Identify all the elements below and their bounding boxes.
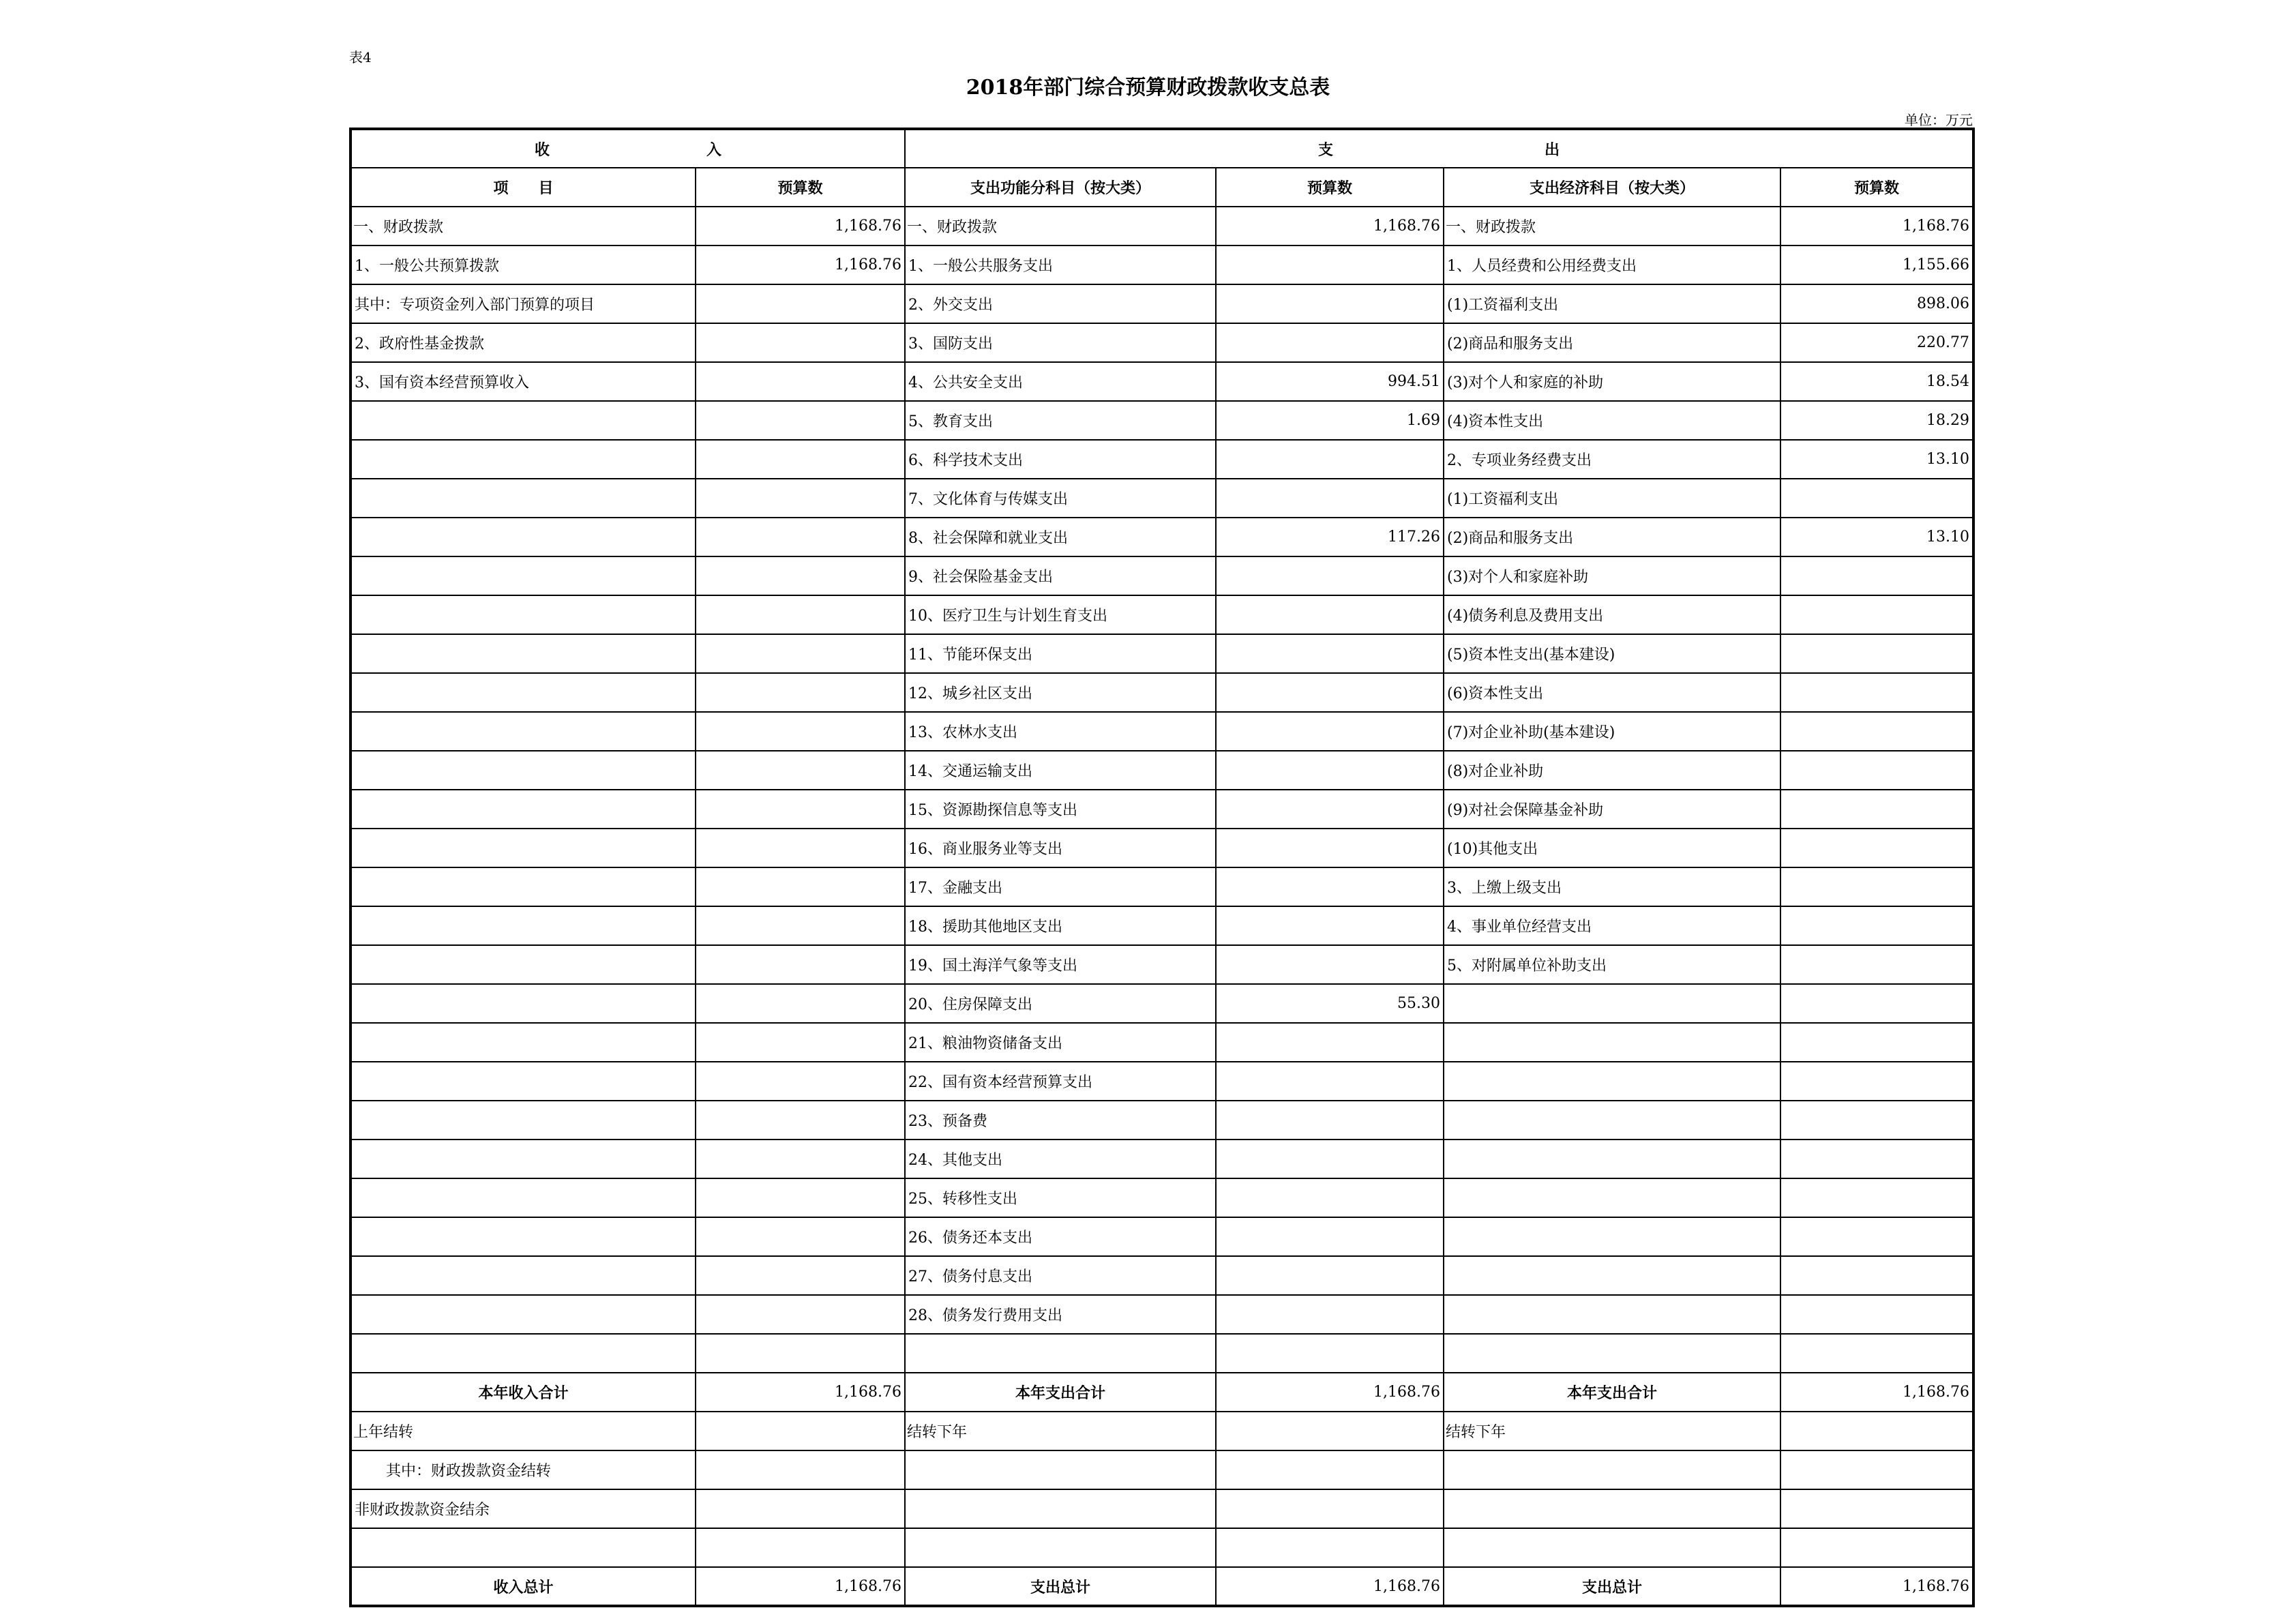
econ-budget-cell <box>1780 867 1973 906</box>
empty-cell <box>1780 1528 1973 1567</box>
income-total-value: 1,168.76 <box>696 1567 905 1606</box>
income-budget-cell: 1,168.76 <box>696 207 905 245</box>
econ-budget-cell <box>1780 1256 1973 1295</box>
table-row <box>351 1334 1973 1373</box>
econ-budget-cell <box>1780 556 1973 595</box>
func-budget-cell <box>1216 479 1444 518</box>
income-budget-cell <box>696 479 905 518</box>
econ-budget-cell: 898.06 <box>1780 284 1973 323</box>
func-subject-cell: 12、城乡社区支出 <box>905 673 1216 712</box>
econ-budget-cell: 1,155.66 <box>1780 245 1973 284</box>
func-budget-cell <box>1216 867 1444 906</box>
econ-subject-cell: (8)对企业补助 <box>1444 751 1780 790</box>
income-budget-cell <box>696 829 905 867</box>
econ-subject-cell: (4)资本性支出 <box>1444 401 1780 440</box>
func-budget-cell <box>1216 673 1444 712</box>
econ-budget-cell: 220.77 <box>1780 323 1973 362</box>
func-budget-cell <box>1216 751 1444 790</box>
carry-fiscal-label: 其中：财政拨款资金结转 <box>351 1450 696 1489</box>
income-item-cell <box>351 440 696 479</box>
econ-subject-cell <box>1444 1062 1780 1101</box>
income-budget-cell <box>696 518 905 556</box>
income-item-cell <box>351 1256 696 1295</box>
income-budget-cell <box>696 712 905 751</box>
table-row <box>351 906 1973 945</box>
table-row <box>351 440 1973 479</box>
empty-cell <box>696 1489 905 1528</box>
func-budget-cell: 1.69 <box>1216 401 1444 440</box>
func-budget-cell <box>1216 790 1444 829</box>
econ-subject-cell: (6)资本性支出 <box>1444 673 1780 712</box>
econ-budget-cell <box>1780 751 1973 790</box>
grand-total-row <box>351 1567 1973 1606</box>
income-budget-cell <box>696 1178 905 1217</box>
income-item-cell <box>351 479 696 518</box>
table-row <box>351 945 1973 984</box>
func-subject-cell: 8、社会保障和就业支出 <box>905 518 1216 556</box>
func-subject-cell: 16、商业服务业等支出 <box>905 829 1216 867</box>
func-budget-cell <box>1216 1217 1444 1256</box>
table-row <box>351 479 1973 518</box>
income-item-cell <box>351 673 696 712</box>
income-item-cell <box>351 1217 696 1256</box>
func-subject-cell: 27、债务付息支出 <box>905 1256 1216 1295</box>
income-header-char-2: 入 <box>706 140 722 159</box>
econ-budget-cell <box>1780 829 1973 867</box>
econ-budget-cell: 1,168.76 <box>1780 207 1973 245</box>
income-budget-cell <box>696 984 905 1023</box>
econ-budget-cell <box>1780 1334 1973 1373</box>
econ-subject-cell: (2)商品和服务支出 <box>1444 323 1780 362</box>
func-subject-cell: 13、农林水支出 <box>905 712 1216 751</box>
income-item-cell <box>351 790 696 829</box>
func-subject-cell: 11、节能环保支出 <box>905 634 1216 673</box>
econ-budget-cell <box>1780 634 1973 673</box>
econ-subject-cell: (1)工资福利支出 <box>1444 479 1780 518</box>
empty-cell <box>905 1528 1216 1567</box>
budget-summary-table <box>349 128 1975 1607</box>
func-subject-cell <box>905 1334 1216 1373</box>
func-subject-cell: 2、外交支出 <box>905 284 1216 323</box>
col-header-func-budget: 预算数 <box>1216 168 1444 207</box>
empty-cell <box>1216 1450 1444 1489</box>
econ-subject-cell: 4、事业单位经营支出 <box>1444 906 1780 945</box>
func-budget-cell <box>1216 1334 1444 1373</box>
blank-row <box>351 1528 1973 1567</box>
income-budget-cell <box>696 595 905 634</box>
empty-cell <box>1216 1489 1444 1528</box>
empty-cell <box>1780 1489 1973 1528</box>
func-subject-cell: 23、预备费 <box>905 1101 1216 1140</box>
income-item-cell <box>351 595 696 634</box>
func-budget-cell <box>1216 945 1444 984</box>
func-subject-cell: 21、粮油物资储备支出 <box>905 1023 1216 1062</box>
func-subject-cell: 19、国土海洋气象等支出 <box>905 945 1216 984</box>
income-budget-cell <box>696 1140 905 1178</box>
empty-cell <box>696 1450 905 1489</box>
func-budget-cell <box>1216 634 1444 673</box>
func-subject-cell: 20、住房保障支出 <box>905 984 1216 1023</box>
empty-cell <box>1444 1489 1780 1528</box>
func-budget-cell <box>1216 1178 1444 1217</box>
econ-total-label: 支出总计 <box>1444 1567 1780 1606</box>
func-subject-cell: 24、其他支出 <box>905 1140 1216 1178</box>
col-header-econ-budget: 预算数 <box>1780 168 1973 207</box>
income-item-cell <box>351 751 696 790</box>
econ-subject-cell <box>1444 1295 1780 1334</box>
econ-subject-cell: (7)对企业补助(基本建设) <box>1444 712 1780 751</box>
income-item-cell <box>351 945 696 984</box>
econ-budget-cell <box>1780 479 1973 518</box>
income-item-cell <box>351 1334 696 1373</box>
income-item-cell <box>351 906 696 945</box>
income-budget-cell <box>696 284 905 323</box>
func-budget-cell <box>1216 284 1444 323</box>
income-year-total-label: 本年收入合计 <box>351 1373 696 1412</box>
carry-in-value <box>696 1412 905 1450</box>
econ-budget-cell: 18.29 <box>1780 401 1973 440</box>
func-budget-cell: 117.26 <box>1216 518 1444 556</box>
econ-budget-cell <box>1780 1023 1973 1062</box>
func-budget-cell: 1,168.76 <box>1216 207 1444 245</box>
econ-subject-cell: (9)对社会保障基金补助 <box>1444 790 1780 829</box>
econ-budget-cell <box>1780 673 1973 712</box>
table-row <box>351 634 1973 673</box>
econ-budget-cell <box>1780 1062 1973 1101</box>
econ-budget-cell: 18.54 <box>1780 362 1973 401</box>
income-budget-cell <box>696 867 905 906</box>
econ-subject-cell: 2、专项业务经费支出 <box>1444 440 1780 479</box>
income-item-cell <box>351 1062 696 1101</box>
income-item-cell: 1、一般公共预算拨款 <box>351 245 696 284</box>
table-row <box>351 1023 1973 1062</box>
econ-subject-cell: 3、上缴上级支出 <box>1444 867 1780 906</box>
empty-cell <box>1444 1528 1780 1567</box>
table-row <box>351 1101 1973 1140</box>
func-budget-cell <box>1216 1140 1444 1178</box>
func-budget-cell <box>1216 323 1444 362</box>
income-item-cell: 其中：专项资金列入部门预算的项目 <box>351 284 696 323</box>
func-subject-cell: 9、社会保险基金支出 <box>905 556 1216 595</box>
func-subject-cell: 22、国有资本经营预算支出 <box>905 1062 1216 1101</box>
econ-budget-cell <box>1780 712 1973 751</box>
econ-subject-cell <box>1444 1023 1780 1062</box>
income-budget-cell <box>696 673 905 712</box>
income-item-cell <box>351 1140 696 1178</box>
func-budget-cell <box>1216 1101 1444 1140</box>
income-budget-cell <box>696 1062 905 1101</box>
table-row <box>351 984 1973 1023</box>
econ-budget-cell <box>1780 1178 1973 1217</box>
empty-cell <box>351 1528 696 1567</box>
income-item-cell <box>351 1295 696 1334</box>
table-row <box>351 245 1973 284</box>
func-subject-cell: 一、财政拨款 <box>905 207 1216 245</box>
func-budget-cell <box>1216 595 1444 634</box>
func-subject-cell: 4、公共安全支出 <box>905 362 1216 401</box>
income-budget-cell <box>696 634 905 673</box>
page-title: 2018年部门综合预算财政拨款收支总表 <box>966 76 1330 100</box>
expense-header-char-1: 支 <box>1318 140 1334 159</box>
econ-subject-cell: 一、财政拨款 <box>1444 207 1780 245</box>
table-row <box>351 401 1973 440</box>
col-header-item: 项 目 <box>351 168 696 207</box>
func-subject-cell: 28、债务发行费用支出 <box>905 1295 1216 1334</box>
table-row <box>351 790 1973 829</box>
carry-nonfiscal-label: 非财政拨款资金结余 <box>351 1489 696 1528</box>
econ-subject-cell: 1、人员经费和公用经费支出 <box>1444 245 1780 284</box>
econ-budget-cell <box>1780 906 1973 945</box>
table-row <box>351 1295 1973 1334</box>
func-budget-cell <box>1216 906 1444 945</box>
income-item-cell <box>351 518 696 556</box>
col-header-econ-subject: 支出经济科目（按大类） <box>1444 168 1780 207</box>
econ-subject-cell <box>1444 1178 1780 1217</box>
func-subject-cell: 17、金融支出 <box>905 867 1216 906</box>
econ-subject-cell: (2)商品和服务支出 <box>1444 518 1780 556</box>
econ-budget-cell <box>1780 1217 1973 1256</box>
income-budget-cell <box>696 1295 905 1334</box>
header-row-columns <box>351 168 1973 207</box>
econ-subject-cell: 5、对附属单位补助支出 <box>1444 945 1780 984</box>
empty-cell <box>905 1489 1216 1528</box>
table-number-label: 表4 <box>349 49 372 65</box>
income-item-cell: 2、政府性基金拨款 <box>351 323 696 362</box>
econ-subject-cell: (3)对个人和家庭的补助 <box>1444 362 1780 401</box>
carry-out-func-value <box>1216 1412 1444 1450</box>
table-row <box>351 712 1973 751</box>
empty-cell <box>1216 1528 1444 1567</box>
econ-budget-cell <box>1780 1101 1973 1140</box>
income-item-cell <box>351 1023 696 1062</box>
table-row <box>351 323 1973 362</box>
income-item-cell <box>351 712 696 751</box>
table-row <box>351 284 1973 323</box>
func-subject-cell: 6、科学技术支出 <box>905 440 1216 479</box>
income-item-cell <box>351 401 696 440</box>
func-subject-cell: 3、国防支出 <box>905 323 1216 362</box>
table-row <box>351 829 1973 867</box>
econ-subject-cell <box>1444 1101 1780 1140</box>
year-total-row <box>351 1373 1973 1412</box>
income-item-cell <box>351 1178 696 1217</box>
income-item-cell <box>351 634 696 673</box>
income-budget-cell <box>696 1334 905 1373</box>
carry-out-econ-value <box>1780 1412 1973 1450</box>
table-row <box>351 867 1973 906</box>
table-row <box>351 207 1973 245</box>
econ-subject-cell <box>1444 1334 1780 1373</box>
econ-subject-cell <box>1444 984 1780 1023</box>
table-row <box>351 595 1973 634</box>
carry-fiscal-row <box>351 1450 1973 1489</box>
income-budget-cell <box>696 945 905 984</box>
table-row <box>351 751 1973 790</box>
func-subject-cell: 1、一般公共服务支出 <box>905 245 1216 284</box>
empty-cell <box>696 1528 905 1567</box>
carry-out-econ-label: 结转下年 <box>1444 1412 1780 1450</box>
func-subject-cell: 18、援助其他地区支出 <box>905 906 1216 945</box>
func-subject-cell: 15、资源勘探信息等支出 <box>905 790 1216 829</box>
func-subject-cell: 26、债务还本支出 <box>905 1217 1216 1256</box>
econ-budget-cell <box>1780 945 1973 984</box>
income-budget-cell: 1,168.76 <box>696 245 905 284</box>
func-budget-cell <box>1216 1295 1444 1334</box>
func-year-total-value: 1,168.76 <box>1216 1373 1444 1412</box>
income-budget-cell <box>696 440 905 479</box>
carry-in-label: 上年结转 <box>351 1412 696 1450</box>
income-budget-cell <box>696 323 905 362</box>
table-row <box>351 1178 1973 1217</box>
func-budget-cell <box>1216 1062 1444 1101</box>
func-year-total-label: 本年支出合计 <box>905 1373 1216 1412</box>
income-budget-cell <box>696 790 905 829</box>
table-row <box>351 362 1973 401</box>
econ-year-total-label: 本年支出合计 <box>1444 1373 1780 1412</box>
income-budget-cell <box>696 401 905 440</box>
income-budget-cell <box>696 556 905 595</box>
func-budget-cell <box>1216 829 1444 867</box>
table-row <box>351 673 1973 712</box>
func-budget-cell <box>1216 440 1444 479</box>
table-row <box>351 1140 1973 1178</box>
table-row <box>351 556 1973 595</box>
carry-nonfiscal-row <box>351 1489 1973 1528</box>
econ-subject-cell: (4)债务利息及费用支出 <box>1444 595 1780 634</box>
income-item-cell: 一、财政拨款 <box>351 207 696 245</box>
econ-budget-cell <box>1780 595 1973 634</box>
income-item-cell <box>351 829 696 867</box>
econ-subject-cell <box>1444 1256 1780 1295</box>
econ-budget-cell <box>1780 1140 1973 1178</box>
econ-budget-cell <box>1780 790 1973 829</box>
econ-total-value: 1,168.76 <box>1780 1567 1973 1606</box>
func-budget-cell <box>1216 712 1444 751</box>
econ-subject-cell: (10)其他支出 <box>1444 829 1780 867</box>
expense-section-header <box>905 129 1973 168</box>
income-item-cell <box>351 867 696 906</box>
func-subject-cell: 25、转移性支出 <box>905 1178 1216 1217</box>
func-subject-cell: 7、文化体育与传媒支出 <box>905 479 1216 518</box>
func-budget-cell: 55.30 <box>1216 984 1444 1023</box>
income-budget-cell <box>696 906 905 945</box>
income-item-cell <box>351 1101 696 1140</box>
empty-cell <box>1444 1450 1780 1489</box>
income-header-char-1: 收 <box>534 140 550 159</box>
econ-budget-cell <box>1780 1295 1973 1334</box>
econ-budget-cell: 13.10 <box>1780 518 1973 556</box>
empty-cell <box>905 1450 1216 1489</box>
carry-row <box>351 1412 1973 1450</box>
income-budget-cell <box>696 751 905 790</box>
func-total-label: 支出总计 <box>905 1567 1216 1606</box>
econ-subject-cell <box>1444 1140 1780 1178</box>
unit-label: 单位：万元 <box>1905 112 1973 128</box>
col-header-income-budget: 预算数 <box>696 168 905 207</box>
func-subject-cell: 14、交通运输支出 <box>905 751 1216 790</box>
func-budget-cell <box>1216 245 1444 284</box>
empty-cell <box>1780 1450 1973 1489</box>
econ-budget-cell <box>1780 984 1973 1023</box>
econ-budget-cell: 13.10 <box>1780 440 1973 479</box>
func-budget-cell <box>1216 556 1444 595</box>
income-budget-cell <box>696 1256 905 1295</box>
func-budget-cell: 994.51 <box>1216 362 1444 401</box>
income-item-cell <box>351 556 696 595</box>
income-item-cell <box>351 984 696 1023</box>
table-row <box>351 1256 1973 1295</box>
econ-subject-cell <box>1444 1217 1780 1256</box>
func-subject-cell: 5、教育支出 <box>905 401 1216 440</box>
econ-subject-cell: (1)工资福利支出 <box>1444 284 1780 323</box>
header-row-sections <box>351 129 1973 168</box>
table-row <box>351 1062 1973 1101</box>
carry-out-func-label: 结转下年 <box>905 1412 1216 1450</box>
func-budget-cell <box>1216 1256 1444 1295</box>
income-budget-cell <box>696 362 905 401</box>
expense-header-char-2: 出 <box>1545 140 1560 159</box>
table-row <box>351 518 1973 556</box>
income-budget-cell <box>696 1217 905 1256</box>
income-total-label: 收入总计 <box>351 1567 696 1606</box>
income-section-header <box>351 129 905 168</box>
econ-year-total-value: 1,168.76 <box>1780 1373 1973 1412</box>
econ-subject-cell: (3)对个人和家庭补助 <box>1444 556 1780 595</box>
income-budget-cell <box>696 1101 905 1140</box>
income-budget-cell <box>696 1023 905 1062</box>
econ-subject-cell: (5)资本性支出(基本建设) <box>1444 634 1780 673</box>
func-total-value: 1,168.76 <box>1216 1567 1444 1606</box>
func-budget-cell <box>1216 1023 1444 1062</box>
income-year-total-value: 1,168.76 <box>696 1373 905 1412</box>
table-row <box>351 1217 1973 1256</box>
col-header-func-subject: 支出功能分科目（按大类） <box>905 168 1216 207</box>
income-item-cell: 3、国有资本经营预算收入 <box>351 362 696 401</box>
func-subject-cell: 10、医疗卫生与计划生育支出 <box>905 595 1216 634</box>
